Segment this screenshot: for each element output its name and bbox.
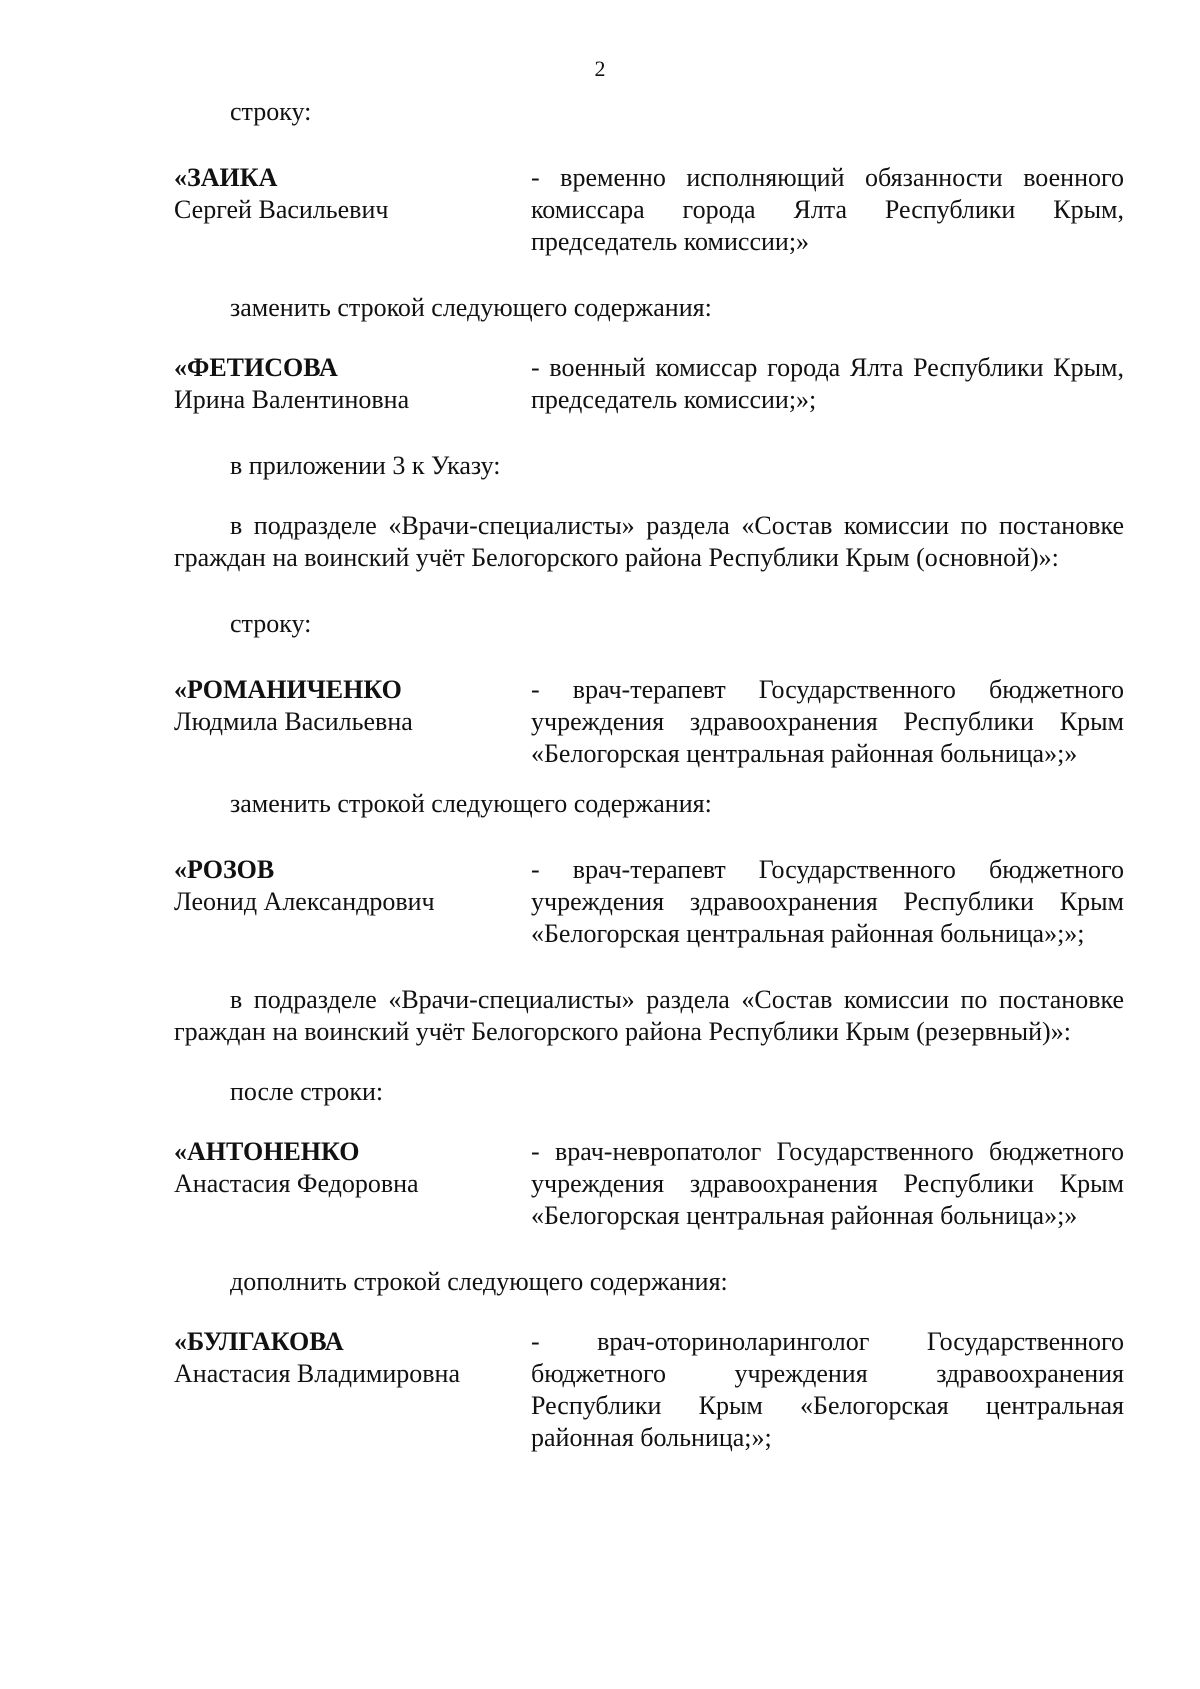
paragraph-line: заменить строкой следующего содержания:: [230, 293, 712, 322]
person-name: [174, 352, 531, 416]
person-surname: «АНТОНЕНКО: [174, 1137, 360, 1166]
person-given-names: Ирина Валентиновна: [174, 385, 410, 414]
person-name: [174, 854, 531, 950]
person-given-names: Анастасия Владимировна: [174, 1359, 460, 1388]
person-surname: «РОМАНИЧЕНКО: [174, 675, 402, 704]
roster-entry-antonenko: [174, 1136, 1124, 1232]
person-surname: «ФЕТИСОВА: [174, 353, 338, 382]
person-name: [174, 162, 531, 258]
roster-entry-bulgakova: [174, 1326, 1124, 1454]
roster-entry-rozov: [174, 854, 1124, 950]
document-body: [174, 96, 1124, 1454]
paragraph-line: дополнить строкой следующего содержания:: [230, 1267, 728, 1296]
roster-entry-romanichenko: [174, 674, 1124, 770]
person-position: - врач-невропатолог Государственного бюджетного учреждения здравоохранения Республики Крым «Белогорская центральная районная больница»;»: [531, 1137, 1124, 1230]
person-name: [174, 674, 531, 770]
person-given-names: Людмила Васильевна: [174, 707, 413, 736]
roster-entry-zaika: [174, 162, 1124, 258]
person-surname: «ЗАИКА: [174, 163, 278, 192]
page-number: 2: [594, 56, 606, 81]
person-position: - временно исполняющий обязанности военного комиссара города Ялта Республики Крым, председатель комиссии;»: [531, 163, 1124, 256]
person-position: - врач-терапевт Государственного бюджетного учреждения здравоохранения Республики Крым «Белогорская центральная районная больница»;»: [531, 675, 1124, 768]
paragraph-line: строку:: [230, 97, 312, 126]
person-name: [174, 1136, 531, 1232]
paragraph-subsection: в подразделе «Врачи-специалисты» раздела «Состав комиссии по постановке граждан на воинский учёт Белогорского района Республики Крым (резервный)»:: [174, 985, 1124, 1046]
paragraph-line: строку:: [230, 609, 312, 638]
person-position: - врач-терапевт Государственного бюджетного учреждения здравоохранения Республики Крым «Белогорская центральная районная больница»;»;: [531, 855, 1124, 948]
person-position: - врач-оториноларинголог Государственного бюджетного учреждения здравоохранения Республики Крым «Белогорская центральная районная больница;»;: [531, 1327, 1124, 1452]
paragraph-subsection: в подразделе «Врачи-специалисты» раздела «Состав комиссии по постановке граждан на воинский учёт Белогорского района Республики Крым (основной)»:: [174, 511, 1124, 572]
roster-entry-fetisova: [174, 352, 1124, 416]
person-name: [174, 1326, 531, 1454]
person-position: - военный комиссар города Ялта Республики Крым, председатель комиссии;»;: [531, 353, 1124, 414]
paragraph-line: в приложении 3 к Указу:: [230, 451, 501, 480]
person-given-names: Сергей Васильевич: [174, 195, 389, 224]
paragraph-line: после строки:: [230, 1077, 384, 1106]
person-given-names: Анастасия Федоровна: [174, 1169, 419, 1198]
person-given-names: Леонид Александрович: [174, 887, 435, 916]
person-surname: «БУЛГАКОВА: [174, 1327, 344, 1356]
paragraph-line: заменить строкой следующего содержания:: [230, 789, 712, 818]
person-surname: «РОЗОВ: [174, 855, 275, 884]
